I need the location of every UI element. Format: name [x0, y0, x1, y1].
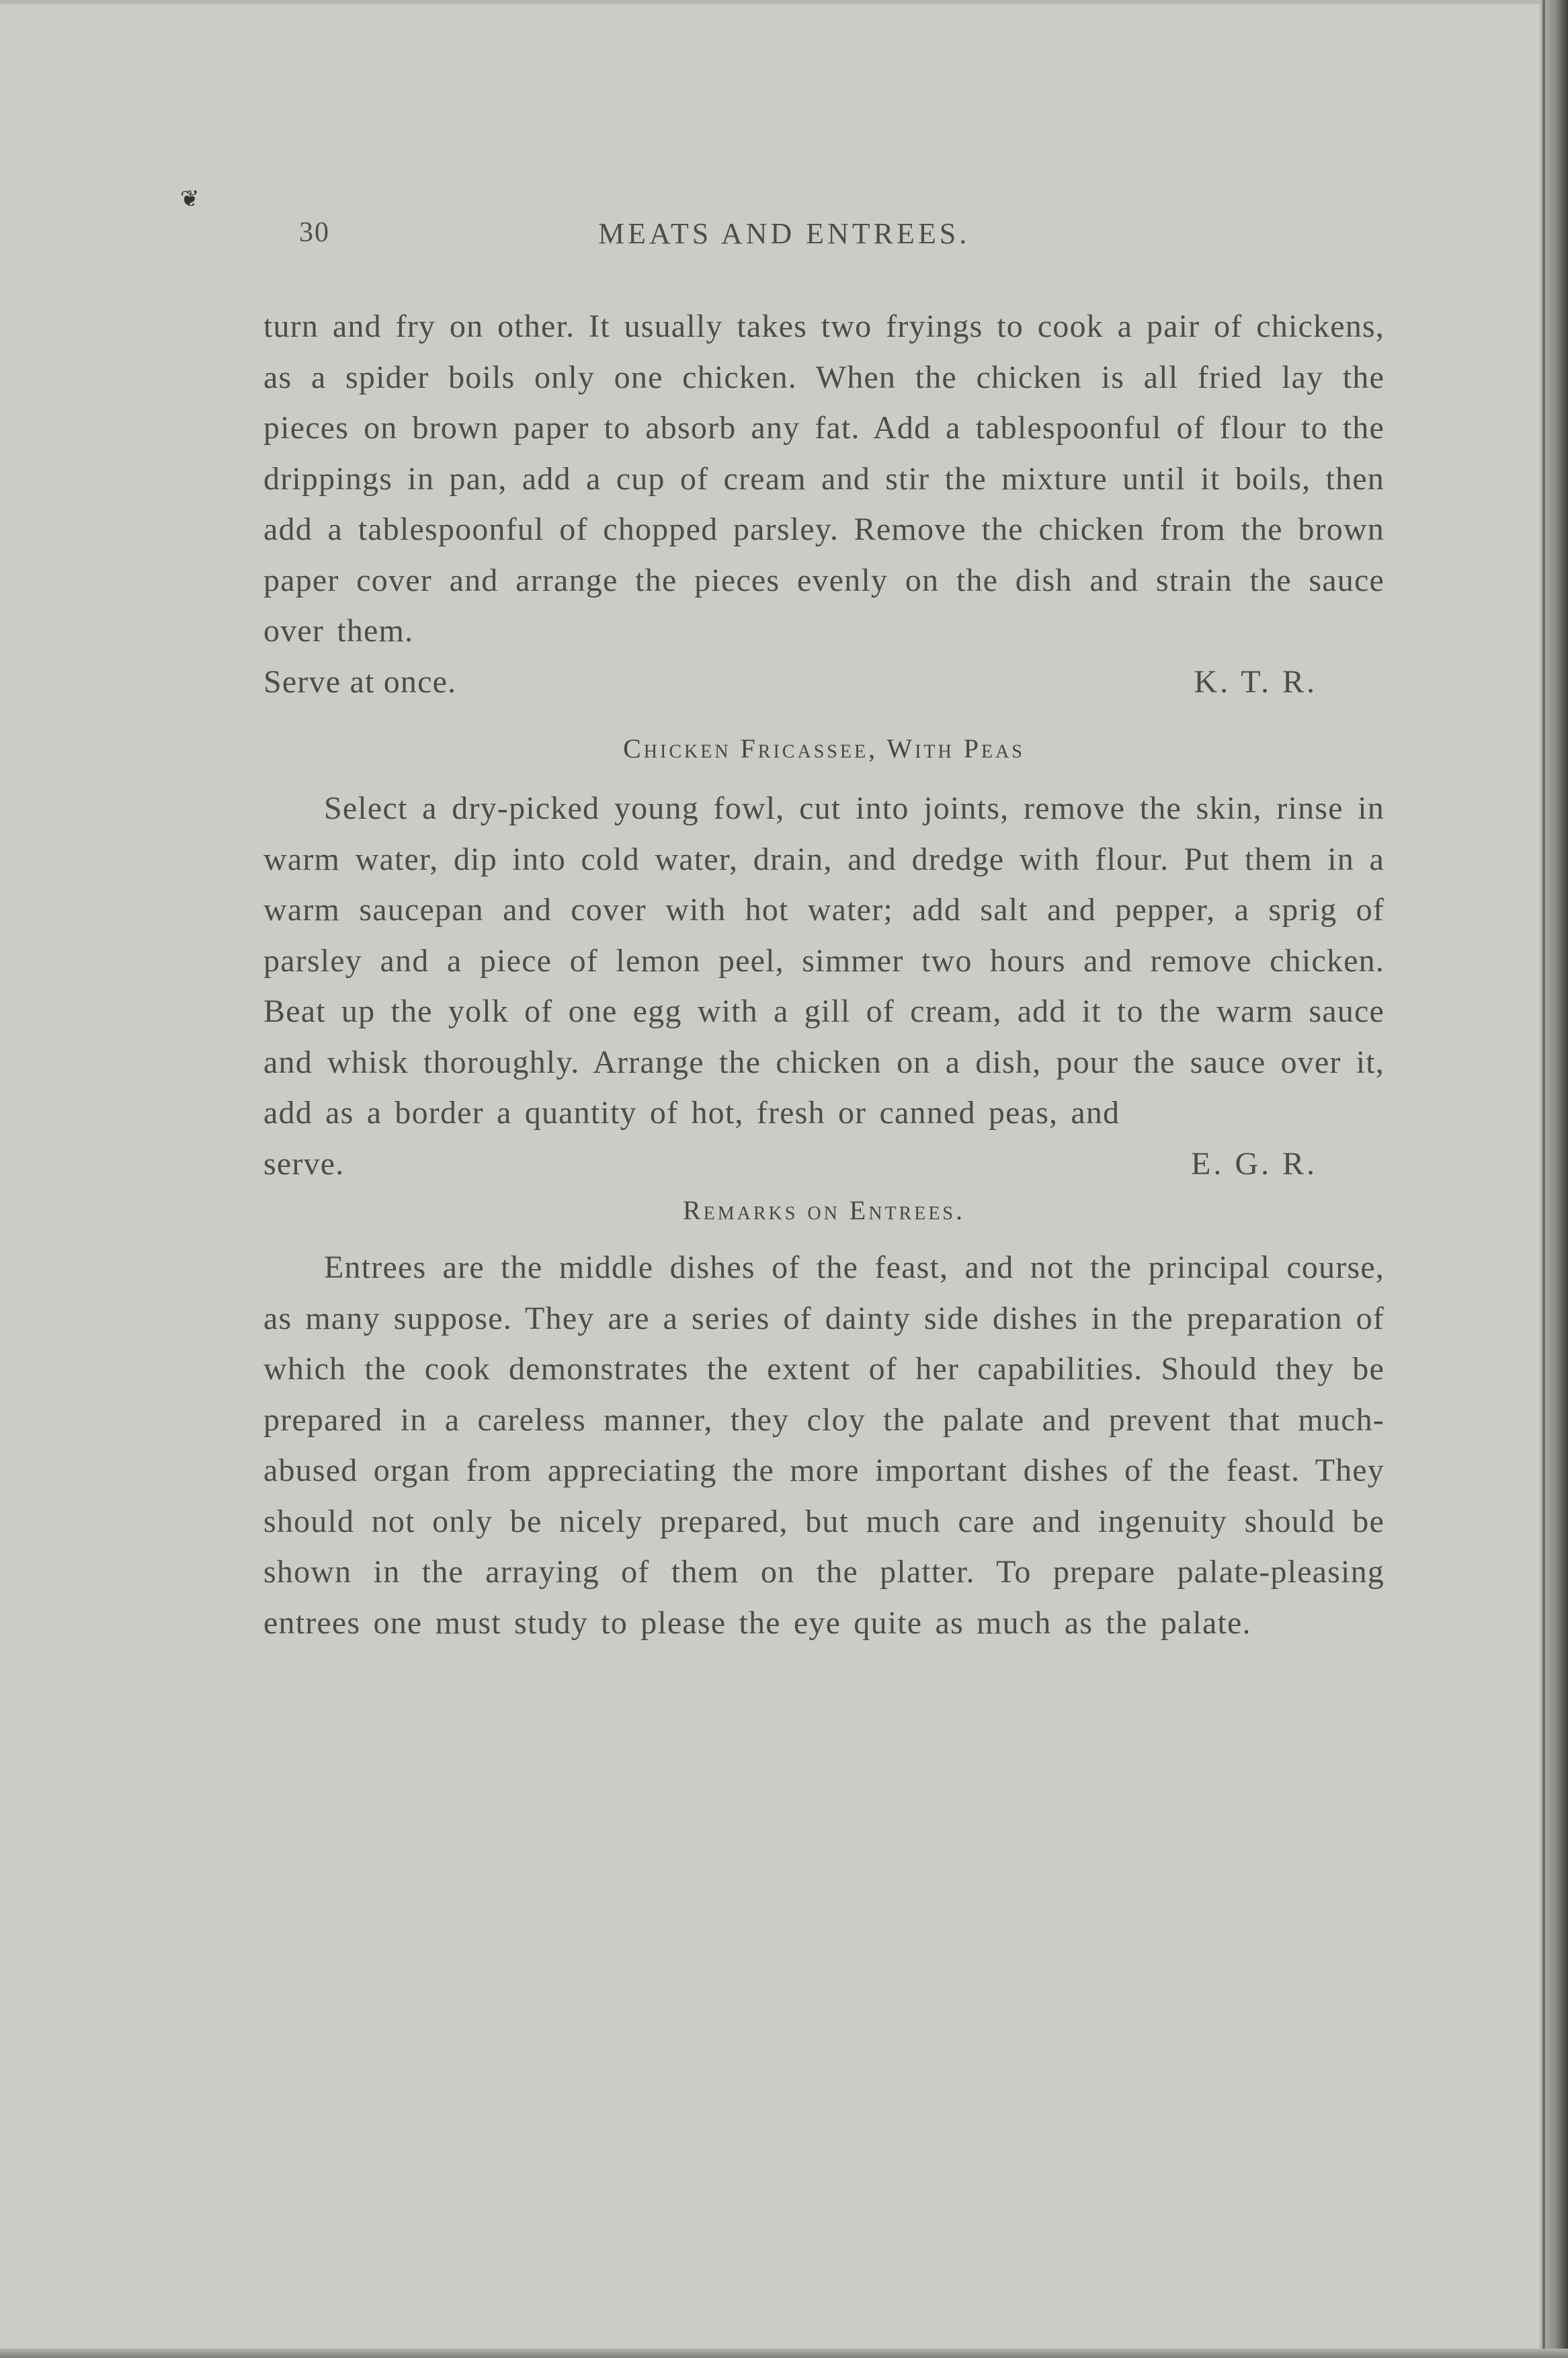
fricassee-last-line: serve.	[263, 1145, 345, 1182]
corner-mark: ❦	[180, 187, 200, 212]
page-number: 30	[299, 217, 330, 248]
continuation-signature: K. T. R.	[1194, 663, 1317, 700]
running-head: MEATS AND ENTREES.	[598, 217, 971, 250]
page-header	[299, 216, 1240, 263]
remarks-paragraph: Entrees are the middle dishes of the feast, and not the principal course, as many suppose. They are a series of dainty side dishes in the preparation of which the cook demonstrates the extent of her capabilities. Should they be prepared in a careless manner, they cloy the palate and prevent that much-abused organ from appreciating the more important dishes of the feast. They should not only be nicely prepared, but much care and ingenuity should be shown in the arraying of them on the platter. To prepare palate-pleasing entrees one must study to please the eye quite as much as the palate.	[263, 1250, 1385, 1641]
fricassee-heading: Chicken Fricassee, With Peas	[623, 733, 1025, 764]
fricassee-closing-line	[263, 1139, 1385, 1190]
remarks-heading: Remarks on Entrees.	[682, 1195, 966, 1225]
book-spine-line	[1542, 0, 1545, 2358]
continuation-paragraph: turn and fry on other. It usually takes two fryings to cook a pair of chickens, as a spider boils only one chicken. When the chicken is all fried lay the pieces on brown paper to absorb any fat. Add a tablespoonful of flour to the drippings in pan, add a cup of cream and stir the mixture until it boils, then add a tablespoonful of chopped parsley. Remove the chicken from the brown paper cover and arrange the pieces evenly on the dish and strain the sauce over them.	[263, 309, 1385, 649]
page-top-edge	[0, 0, 1568, 4]
continuation-closing-line	[263, 657, 1385, 708]
page-bottom-edge	[0, 2349, 1568, 2358]
fricassee-signature: E. G. R.	[1191, 1145, 1317, 1182]
continuation-last-line: Serve at once.	[263, 663, 457, 700]
fricassee-paragraph: Select a dry-picked young fowl, cut into joints, remove the skin, rinse in warm water, dip into cold water, drain, and dredge with flour. Put them in a warm saucepan and cover with hot water; add salt and pepper, a sprig of parsley and a piece of lemon peel, simmer two hours and remove chicken. Beat up the yolk of one egg with a gill of cream, add it to the warm sauce and whisk thoroughly. Arrange the chicken on a dish, pour the sauce over it, add as a border a quantity of hot, fresh or canned peas, and	[263, 790, 1385, 1131]
page-content	[263, 301, 1385, 1648]
